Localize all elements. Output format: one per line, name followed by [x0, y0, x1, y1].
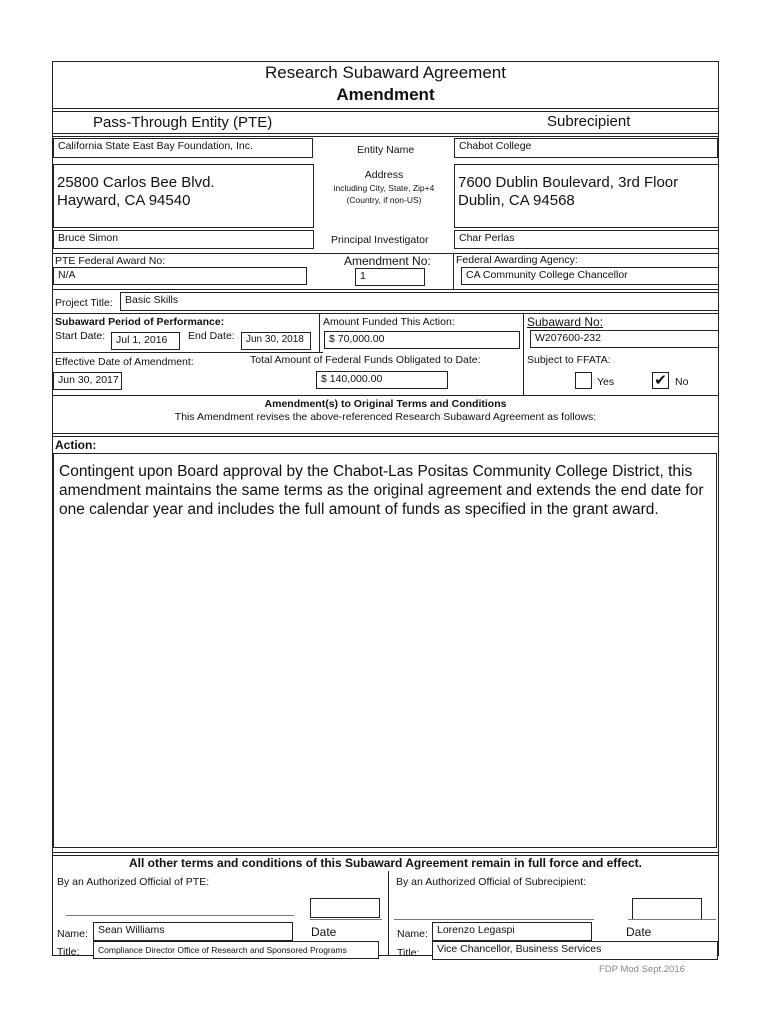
sub-title-label: Title:: [397, 947, 420, 959]
ffata-no-checkbox[interactable]: ✔: [652, 372, 669, 389]
pte-column-heading: Pass-Through Entity (PTE): [93, 114, 273, 131]
ffata-yes-checkbox[interactable]: [575, 372, 592, 389]
sub-pi-field[interactable]: Char Perlas: [454, 230, 719, 249]
form-subtitle: Amendment: [336, 85, 435, 104]
ffata-label: Subject to FFATA:: [527, 354, 611, 366]
sub-name-field[interactable]: Lorenzo Legaspi: [432, 922, 592, 941]
project-title-field[interactable]: Basic Skills: [120, 292, 719, 311]
project-title-label: Project Title:: [55, 297, 113, 309]
sub-address-field[interactable]: [454, 164, 719, 228]
amendment-no-field[interactable]: 1: [355, 268, 425, 286]
sub-entity-name-field[interactable]: Chabot College: [454, 138, 718, 158]
end-date-field[interactable]: Jun 30, 2018: [241, 332, 311, 350]
pte-signature-line: [66, 915, 294, 916]
amount-this-action-field[interactable]: $ 70,000.00: [324, 331, 520, 349]
sub-address-line2: Dublin, CA 94568: [458, 192, 575, 209]
terms-remain-statement: All other terms and conditions of this Subaward Agreement remain in full force and effect.: [129, 856, 642, 870]
amendments-heading: Amendment(s) to Original Terms and Conditions: [264, 398, 507, 410]
sub-address-line1: 7600 Dublin Boulevard, 3rd Floor: [458, 174, 679, 191]
pte-signature-date-field[interactable]: [310, 898, 380, 918]
pte-pi-field[interactable]: Bruce Simon: [53, 230, 314, 249]
amendment-no-label: Amendment No:: [344, 254, 431, 268]
pte-address-line1: 25800 Carlos Bee Blvd.: [57, 174, 215, 191]
address-label-note: including City, State, Zip+4: [333, 183, 435, 193]
period-label: Subaward Period of Performance:: [55, 316, 225, 328]
entity-name-label: Entity Name: [357, 144, 415, 156]
sub-signature-line: [394, 919, 594, 920]
principal-investigator-label: Principal Investigator: [331, 234, 429, 246]
action-label: Action:: [55, 438, 97, 452]
form-title: Research Subaward Agreement: [265, 63, 506, 82]
pte-title-field[interactable]: Compliance Director Office of Research and Sponsored Programs: [93, 941, 379, 959]
total-funds-label: Total Amount of Federal Funds Obligated to Date:: [250, 354, 481, 366]
action-text-field[interactable]: [53, 453, 717, 848]
sub-title-field[interactable]: Vice Chancellor, Business Services: [432, 941, 718, 960]
pte-name-label: Name:: [57, 928, 88, 940]
subaward-no-field[interactable]: W207600-232: [530, 330, 719, 348]
total-funds-field[interactable]: $ 140,000.00: [316, 371, 448, 389]
pte-entity-name-field[interactable]: California State East Bay Foundation, Inc.: [53, 138, 313, 158]
pte-federal-award-label: PTE Federal Award No:: [55, 255, 166, 267]
start-date-label: Start Date:: [55, 330, 106, 342]
pte-address-field[interactable]: [53, 164, 314, 228]
effective-date-field[interactable]: Jun 30, 2017: [53, 372, 122, 390]
effective-date-label: Effective Date of Amendment:: [55, 356, 194, 368]
sub-official-label: By an Authorized Official of Subrecipient:: [396, 876, 587, 888]
pte-title-label: Title:: [57, 946, 80, 958]
federal-agency-label: Federal Awarding Agency:: [456, 254, 578, 266]
end-date-label: End Date:: [188, 330, 235, 342]
amendments-subheading: This Amendment revises the above-referenced Research Subaward Agreement as follows:: [174, 411, 597, 423]
address-label-note-country: (Country, if non-US): [346, 195, 422, 205]
form-id: FDP Mod Sept.2016: [599, 964, 685, 975]
ffata-no-label: No: [675, 376, 689, 388]
action-text: Contingent upon Board approval by the Chabot-Las Positas Community College District, this amendment maintains the same terms as the original agreement and extends the end date for one calendar year and includes the full amount of funds as specified in the grant award.: [59, 463, 704, 518]
amount-this-action-label: Amount Funded This Action:: [323, 316, 455, 328]
sub-date-label: Date: [626, 925, 652, 939]
ffata-yes-label: Yes: [597, 376, 615, 388]
subrecipient-column-heading: Subrecipient: [547, 113, 631, 130]
sub-signature-date-field[interactable]: [632, 898, 702, 920]
pte-official-label: By an Authorized Official of PTE:: [57, 876, 210, 888]
start-date-field[interactable]: Jul 1, 2016: [111, 332, 180, 350]
sub-name-label: Name:: [397, 928, 428, 940]
pte-date-label: Date: [311, 925, 337, 939]
address-label: Address: [364, 169, 404, 181]
pte-federal-award-field[interactable]: N/A: [53, 267, 307, 285]
subaward-no-label: Subaward No:: [527, 315, 604, 329]
federal-agency-field[interactable]: CA Community College Chancellor: [461, 267, 719, 285]
pte-address-line2: Hayward, CA 94540: [57, 192, 191, 209]
pte-name-field[interactable]: Sean Williams: [93, 922, 293, 941]
